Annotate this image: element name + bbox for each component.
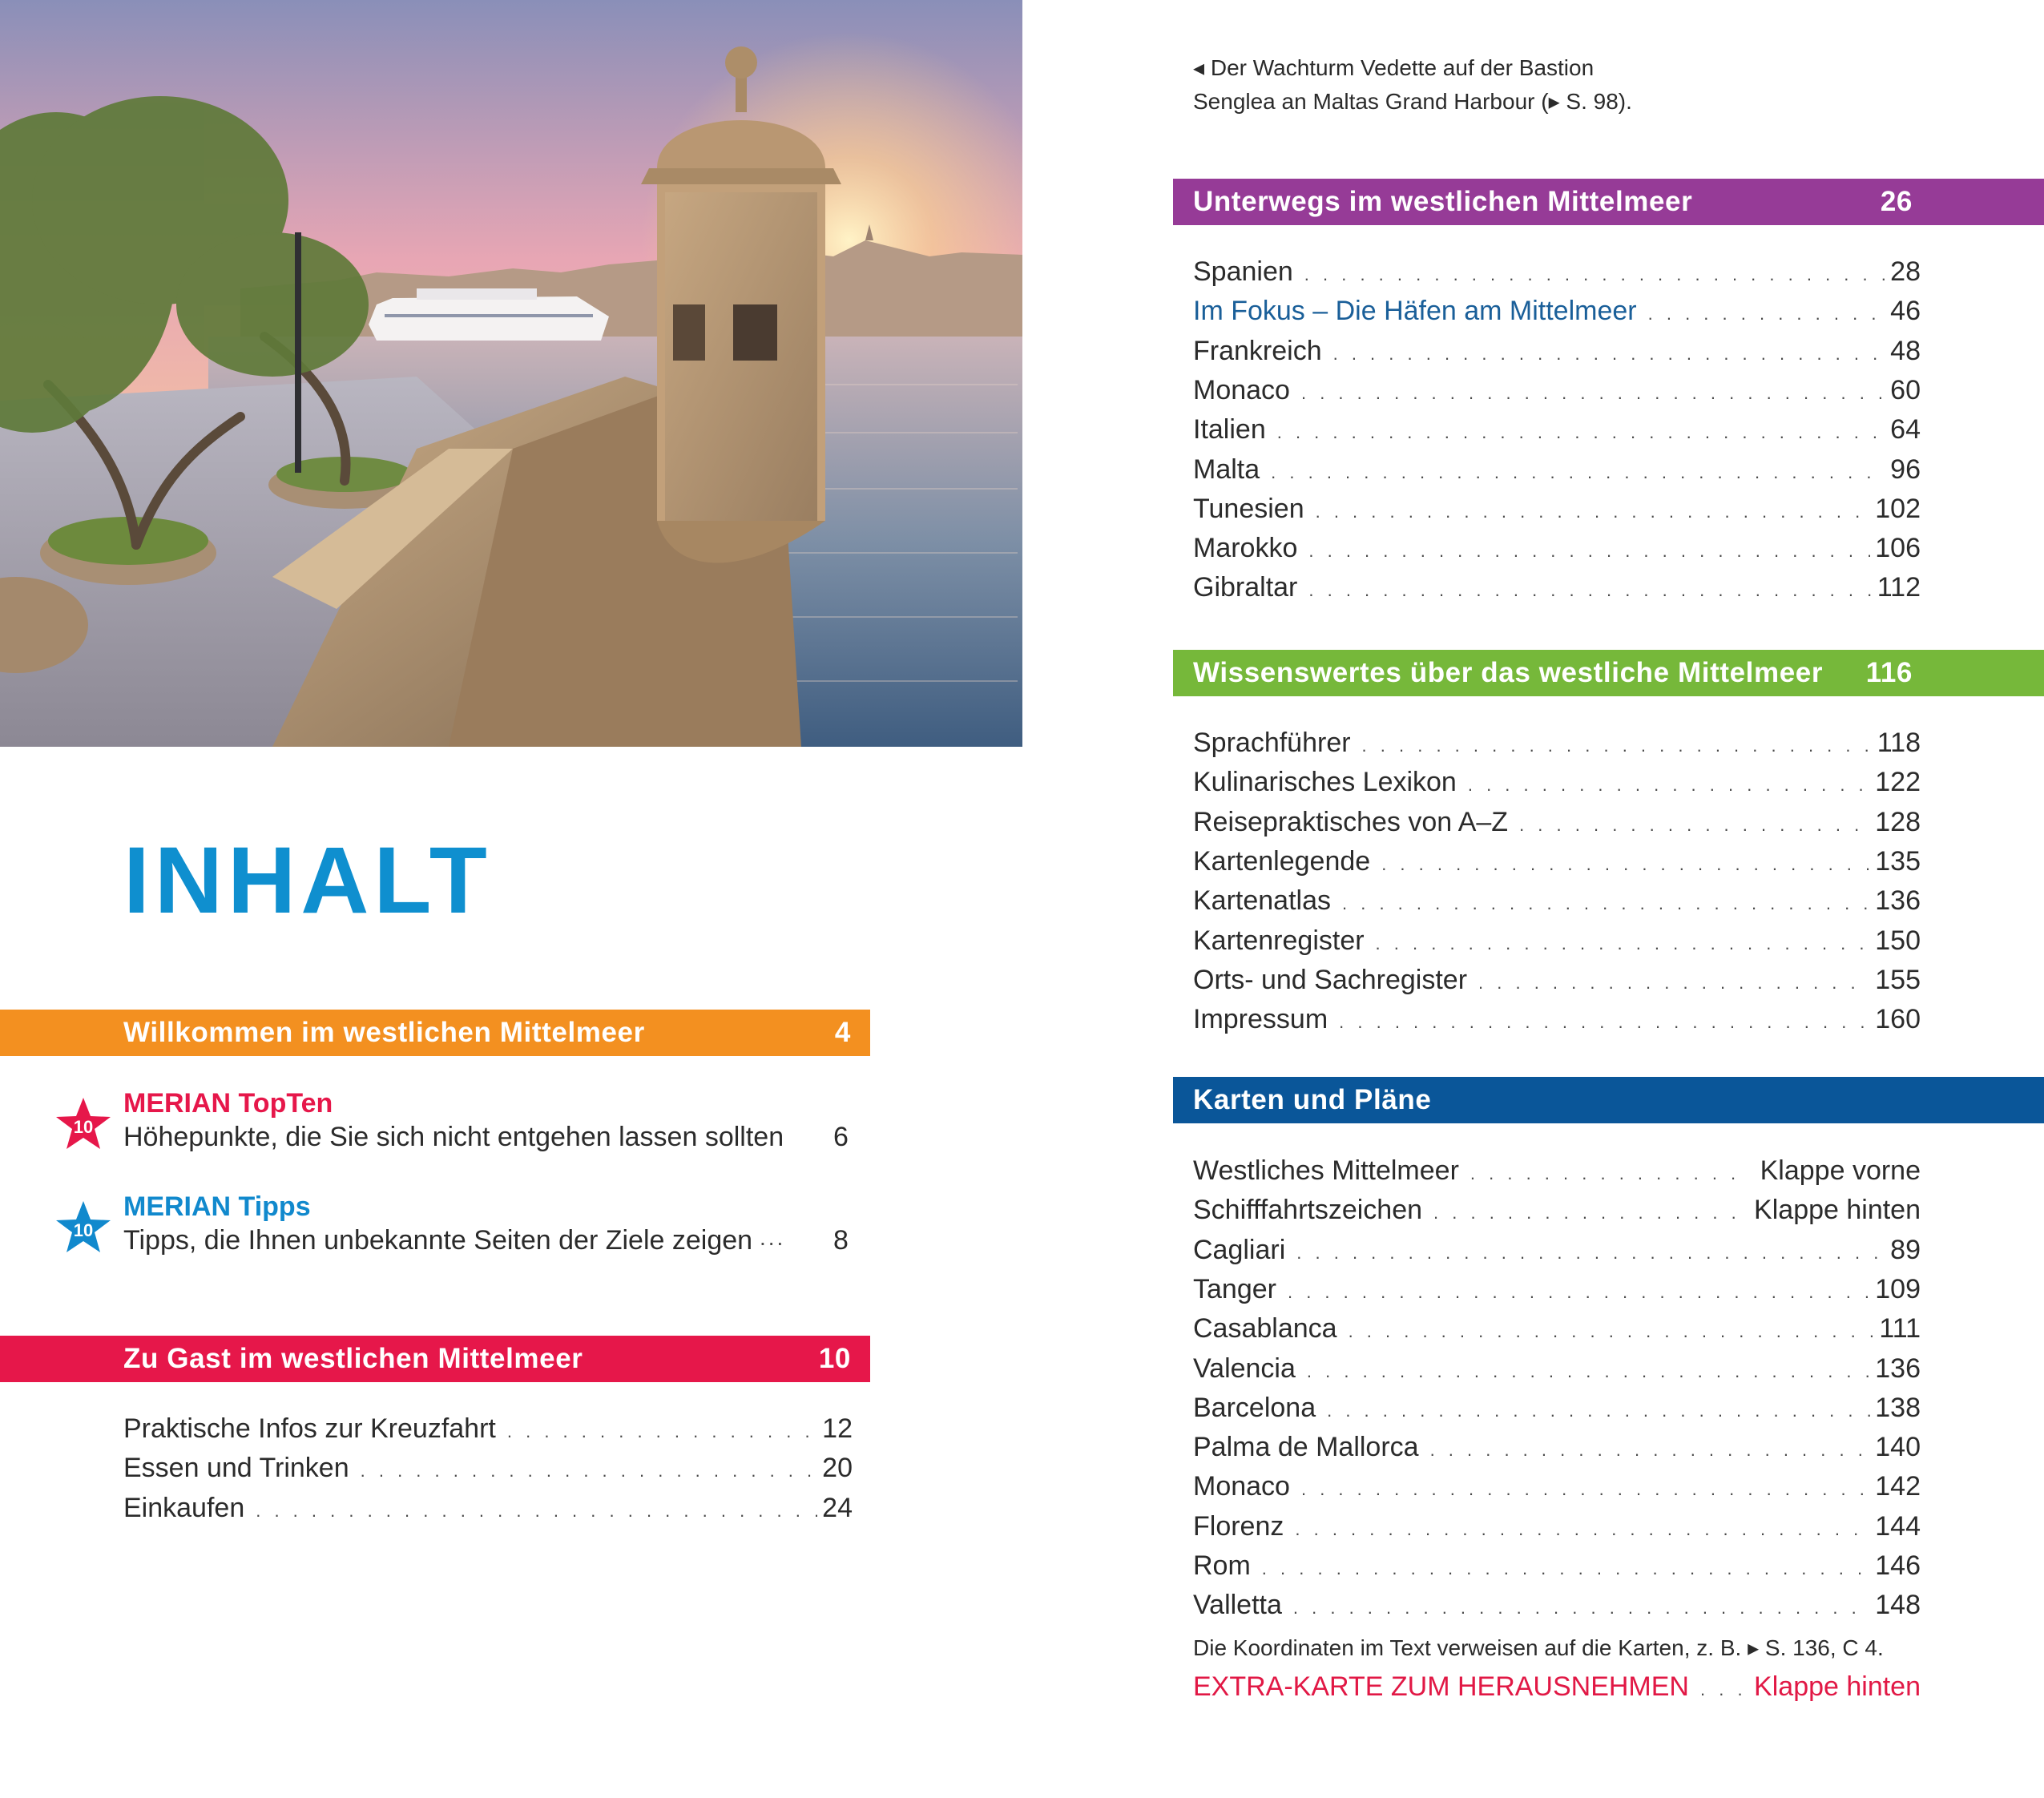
toc-page: 28: [1890, 256, 1921, 287]
toc-label: Casablanca: [1193, 1313, 1337, 1344]
toc-row[interactable]: [123, 1493, 853, 1532]
section-bar-unterwegs[interactable]: [1173, 179, 2044, 225]
toc-label: Reisepraktisches von A–Z: [1193, 806, 1509, 837]
toc-dots: [1376, 933, 1871, 954]
toc-dots: [1468, 775, 1870, 796]
toc-row[interactable]: [1193, 1393, 1921, 1432]
toc-dots: [1327, 1401, 1870, 1421]
caption-ref: S. 98).: [1559, 89, 1632, 114]
toc-label: Marokko: [1193, 533, 1298, 564]
toc-page: 64: [1890, 414, 1921, 445]
toc-page: 138: [1875, 1392, 1921, 1423]
toc-label: Palma de Mallorca: [1193, 1432, 1419, 1463]
toc-dots: [1301, 1479, 1870, 1500]
toc-dots: [1293, 1598, 1870, 1619]
toc-row[interactable]: [123, 1453, 853, 1492]
coordinates-note: [1193, 1635, 1884, 1661]
section-page: 10: [818, 1343, 851, 1374]
section-page: 26: [1880, 186, 1913, 217]
toc-dots: [507, 1421, 817, 1442]
note-text: Die Koordinaten im Text verweisen auf die Karten, z. B.: [1193, 1635, 1742, 1660]
toc-label: Sprachführer: [1193, 728, 1351, 758]
toc-label: Impressum: [1193, 1004, 1328, 1035]
toc-row[interactable]: [1193, 572, 1921, 611]
note-ref: S. 136, C 4.: [1759, 1635, 1884, 1660]
note-arrow-icon: ▸: [1748, 1635, 1760, 1660]
topten-text: Höhepunkte, die Sie sich nicht entgehen lassen sollten: [123, 1122, 784, 1152]
toc-dots: [1433, 1203, 1740, 1224]
toc-page: 150: [1875, 925, 1921, 956]
toc-dots: [1308, 580, 1872, 601]
section-bar-wissen[interactable]: [1173, 650, 2044, 696]
toc-row[interactable]: [1193, 925, 1921, 965]
toc-dots: [361, 1461, 818, 1482]
toc-page: 89: [1890, 1234, 1921, 1265]
topten-star-icon: [54, 1096, 113, 1155]
toc-dots: [1277, 422, 1885, 443]
toc-page: 60: [1890, 374, 1921, 405]
toc-page: 136: [1875, 1353, 1921, 1384]
toc-row[interactable]: [1193, 256, 1921, 296]
toc-dots: [1262, 1558, 1870, 1579]
toc-row[interactable]: [1193, 1195, 1921, 1234]
toc-label: Cagliari: [1193, 1234, 1286, 1265]
toc-dots: [256, 1501, 817, 1522]
svg-text:10: 10: [73, 1117, 94, 1137]
toc-page: 142: [1875, 1471, 1921, 1502]
toc-dots: [1470, 1163, 1746, 1184]
caption-line-2: Senglea an Maltas Grand Harbour (: [1193, 89, 1549, 114]
toc-label: EXTRA-KARTE ZUM HERAUSNEHMEN: [1193, 1671, 1689, 1702]
toc-dots: [1349, 1321, 1875, 1342]
toc-page: 135: [1875, 845, 1921, 877]
toc-page: 102: [1875, 493, 1921, 524]
toc-dots: [1271, 462, 1885, 483]
toc-row[interactable]: [1193, 1274, 1921, 1313]
toc-dots: [1339, 1012, 1870, 1033]
toc-dots: [1288, 1282, 1870, 1303]
toc-label: Westliches Mittelmeer: [1193, 1155, 1459, 1186]
section-page: 4: [834, 1017, 851, 1048]
toc-dots: [1362, 736, 1873, 756]
extra-map-row[interactable]: [1193, 1671, 1921, 1711]
toc-page: 160: [1875, 1004, 1921, 1035]
topten-title: MERIAN TopTen: [123, 1088, 333, 1119]
caption-arrow-icon: ◂: [1193, 55, 1205, 80]
toc-row[interactable]: [1193, 767, 1921, 806]
toc-dots: [1478, 973, 1870, 994]
toc-label: Kulinarisches Lexikon: [1193, 767, 1457, 798]
toc-label: Monaco: [1193, 374, 1290, 405]
toc-label: Kartenlegende: [1193, 845, 1371, 877]
toc-page: 112: [1877, 572, 1921, 603]
toc-label: Spanien: [1193, 256, 1293, 287]
toc-label: Praktische Infos zur Kreuzfahrt: [123, 1413, 496, 1444]
tipps-star-icon: [54, 1199, 113, 1259]
toc-row[interactable]: [1193, 375, 1921, 414]
toc-page: 148: [1875, 1590, 1921, 1621]
toc-dots: [1333, 344, 1886, 365]
toc-page: 155: [1875, 964, 1921, 995]
page-title: INHALT: [123, 828, 492, 933]
toc-label: Im Fokus – Die Häfen am Mittelmeer: [1193, 296, 1637, 327]
toc-dots: [1307, 1361, 1870, 1382]
toc-page: 109: [1875, 1273, 1921, 1304]
tipps-title: MERIAN Tipps: [123, 1191, 311, 1222]
toc-page: 96: [1890, 454, 1921, 485]
toc-row[interactable]: [1193, 296, 1921, 335]
toc-page: 144: [1875, 1510, 1921, 1542]
toc-label: Barcelona: [1193, 1392, 1316, 1423]
toc-label: Kartenatlas: [1193, 885, 1331, 917]
toc-row[interactable]: [123, 1413, 853, 1453]
cover-photo: [0, 0, 1022, 747]
toc-page: 128: [1875, 806, 1921, 837]
toc-dots: [1304, 264, 1885, 285]
toc-row[interactable]: [1193, 1471, 1921, 1510]
toc-page: 48: [1890, 335, 1921, 366]
tipps-dots: ...: [760, 1225, 786, 1250]
toc-row[interactable]: [1193, 1511, 1921, 1550]
toc-dots: [1316, 502, 1871, 522]
toc-dots: [1700, 1679, 1749, 1700]
toc-row[interactable]: [1193, 728, 1921, 767]
tipps-page: 8: [833, 1225, 849, 1256]
toc-dots: [1295, 1519, 1870, 1540]
toc-label: Gibraltar: [1193, 572, 1298, 603]
toc-dots: [1648, 304, 1886, 325]
section-page: 116: [1865, 657, 1913, 688]
toc-row[interactable]: [1193, 414, 1921, 454]
section-title: Karten und Pläne: [1193, 1084, 1432, 1115]
toc-row[interactable]: [1193, 965, 1921, 1004]
toc-label: Essen und Trinken: [123, 1453, 349, 1484]
toc-label: Florenz: [1193, 1510, 1284, 1542]
toc-row[interactable]: [1193, 1550, 1921, 1590]
toc-label: Orts- und Sachregister: [1193, 964, 1468, 995]
toc-page: 118: [1877, 728, 1921, 758]
ref-arrow-icon: ▸: [1548, 89, 1560, 114]
caption-line-1: Der Wachturm Vedette auf der Bastion: [1210, 55, 1594, 80]
toc-row[interactable]: [1193, 1432, 1921, 1471]
toc-row[interactable]: [1193, 1155, 1921, 1195]
toc-page: 146: [1875, 1550, 1921, 1581]
toc-page: 46: [1890, 296, 1921, 327]
toc-page: 136: [1875, 885, 1921, 917]
toc-page: 20: [822, 1453, 853, 1484]
toc-page: 111: [1879, 1313, 1921, 1344]
toc-row[interactable]: [1193, 807, 1921, 846]
toc-row[interactable]: [1193, 533, 1921, 572]
toc-dots: [1296, 1243, 1885, 1264]
toc-row[interactable]: [1193, 454, 1921, 494]
toc-row[interactable]: [1193, 336, 1921, 375]
section-bar-karten[interactable]: [1173, 1077, 2044, 1123]
section-title: Willkommen im westlichen Mittelmeer: [123, 1017, 645, 1048]
photo-caption: [1193, 51, 1632, 119]
toc-dots: [1381, 854, 1870, 875]
topten-page: 6: [833, 1122, 849, 1152]
toc-page: Klappe vorne: [1760, 1155, 1921, 1186]
toc-row[interactable]: [1193, 494, 1921, 533]
section-title: Unterwegs im westlichen Mittelmeer: [1193, 186, 1693, 217]
toc-label: Italien: [1193, 414, 1266, 445]
toc-dots: [1342, 893, 1870, 914]
toc-dots: [1308, 541, 1870, 562]
toc-page: 106: [1875, 533, 1921, 564]
toc-label: Valletta: [1193, 1590, 1282, 1621]
toc-label: Kartenregister: [1193, 925, 1365, 956]
tipps-text: Tipps, die Ihnen unbekannte Seiten der Ziele zeigen: [123, 1225, 753, 1256]
toc-row[interactable]: [1193, 885, 1921, 925]
toc-label: Malta: [1193, 454, 1260, 485]
section-bar-willkommen[interactable]: [0, 1010, 870, 1056]
toc-row[interactable]: [1193, 846, 1921, 885]
toc-dots: [1301, 383, 1885, 404]
section-bar-gast[interactable]: [0, 1336, 870, 1382]
toc-page: 12: [822, 1413, 853, 1444]
toc-label: Frankreich: [1193, 335, 1322, 366]
toc-label: Schifffahrtszeichen: [1193, 1195, 1423, 1226]
toc-label: Tanger: [1193, 1273, 1276, 1304]
toc-label: Valencia: [1193, 1353, 1296, 1384]
toc-label: Rom: [1193, 1550, 1251, 1581]
section-title: Zu Gast im westlichen Mittelmeer: [123, 1343, 583, 1374]
toc-row[interactable]: [1193, 1004, 1921, 1043]
toc-page: 24: [822, 1492, 853, 1523]
toc-label: Einkaufen: [123, 1492, 245, 1523]
toc-page: Klappe hinten: [1754, 1671, 1921, 1702]
toc-dots: [1430, 1440, 1871, 1461]
toc-label: Monaco: [1193, 1471, 1290, 1502]
svg-text:10: 10: [73, 1220, 94, 1240]
section-title: Wissenswertes über das westliche Mittelmeer: [1193, 657, 1824, 688]
toc-row[interactable]: [1193, 1313, 1921, 1353]
toc-dots: [1519, 815, 1870, 836]
toc-label: Tunesien: [1193, 493, 1304, 524]
toc-page: 140: [1875, 1432, 1921, 1463]
toc-page: Klappe hinten: [1754, 1195, 1921, 1226]
toc-row[interactable]: [1193, 1590, 1921, 1629]
toc-row[interactable]: [1193, 1353, 1921, 1393]
toc-page: 122: [1875, 767, 1921, 798]
toc-row[interactable]: [1193, 1235, 1921, 1274]
